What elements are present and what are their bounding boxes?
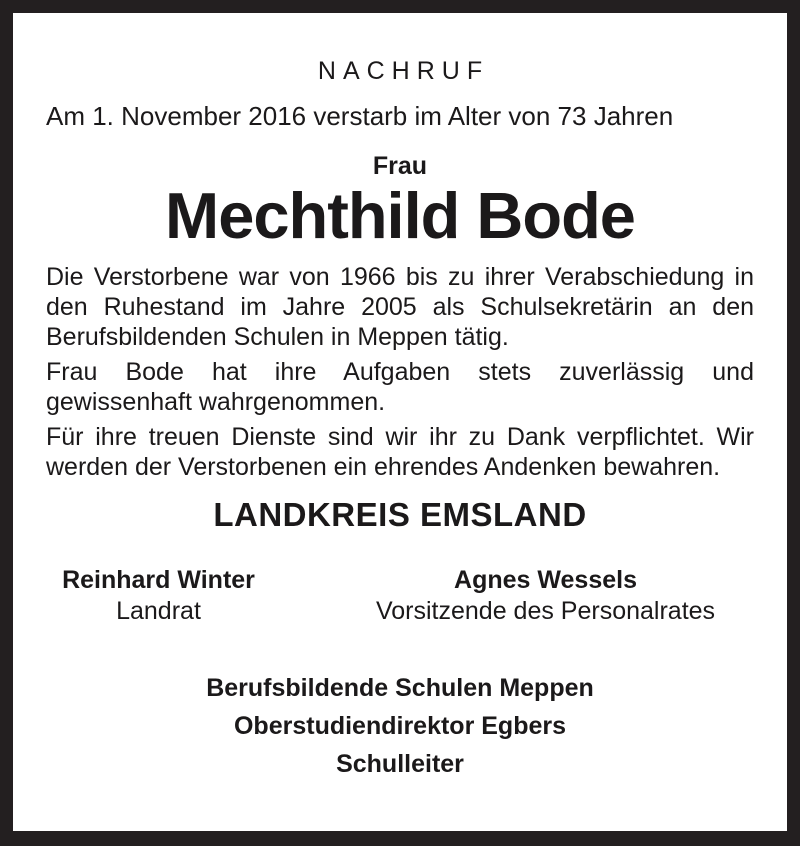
obituary-paragraph-1: Die Verstorbene war von 1966 bis zu ihrer Verabschiedung in den Ruhestand im Jahre 2005 als Schulsekretärin an den Berufsbildenden Schulen in Meppen tätig. [46, 263, 754, 351]
signature-role-right: Vorsitzende des Personalrates [375, 597, 716, 625]
footer-director-name: Oberstudiendirektor Egbers [233, 712, 567, 740]
obituary-body [46, 262, 754, 482]
footer-school-name: Berufsbildende Schulen Meppen [206, 674, 594, 702]
signature-block-right [373, 565, 718, 627]
signature-name-left: Reinhard Winter [62, 566, 255, 594]
signature-block-left [46, 565, 271, 627]
salutation: Frau [372, 152, 428, 180]
death-date-line: Am 1. November 2016 verstarb im Alter von 73 Jahren [46, 101, 674, 131]
signature-row [46, 565, 754, 627]
obituary-card [13, 13, 787, 831]
footer-director-title: Schulleiter [336, 750, 464, 778]
obituary-type-heading: NACHRUF [317, 57, 490, 85]
school-footer [46, 669, 754, 783]
obituary-paragraph-3: Für ihre treuen Dienste sind wir ihr zu Dank verpflichtet. Wir werden der Verstorbenen ein ehrendes Andenken bewahren. [46, 423, 754, 481]
obituary-paragraph-2: Frau Bode hat ihre Aufgaben stets zuverlässig und gewissenhaft wahrgenommen. [46, 358, 754, 416]
signature-role-left: Landrat [116, 597, 201, 625]
organization-name: LANDKREIS EMSLAND [213, 496, 587, 533]
signature-name-right: Agnes Wessels [454, 566, 637, 594]
deceased-name: Mechthild Bode [165, 179, 635, 252]
